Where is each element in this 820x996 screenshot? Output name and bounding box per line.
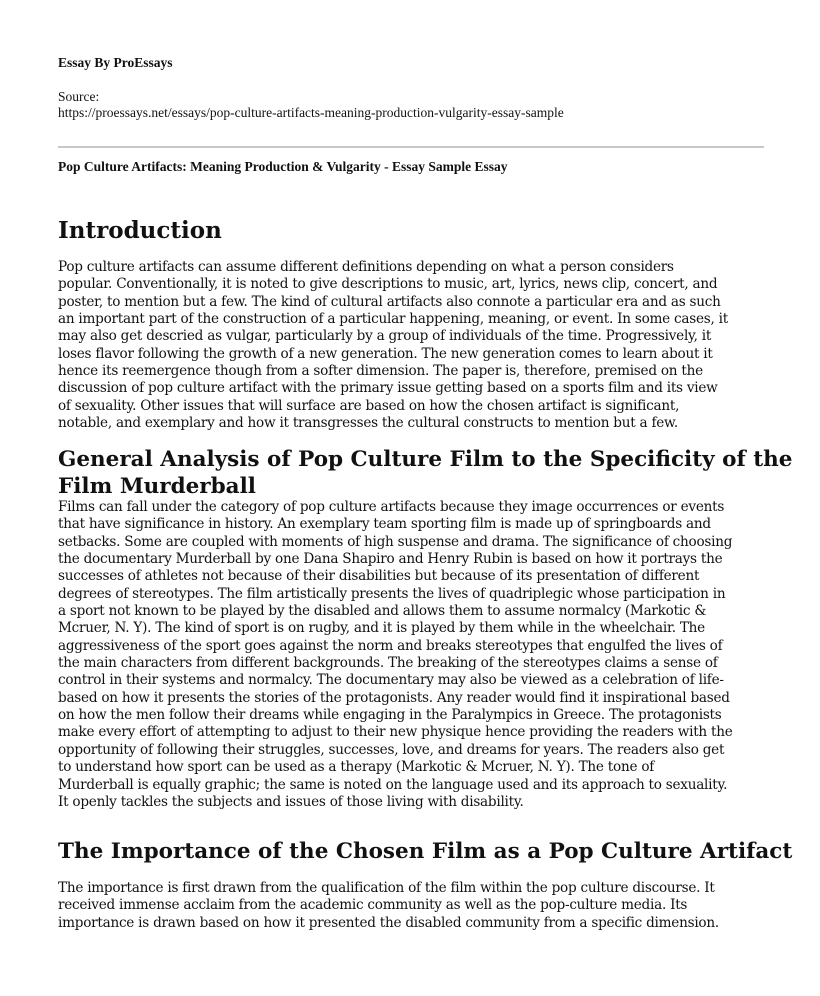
section-heading-general-analysis bbox=[58, 446, 793, 500]
text-line: make every effort of attempting to adjust to their new physique hence providing the readers with the bbox=[58, 724, 733, 741]
text-line: that have significance in history. An exemplary team sporting film is made up of springboards and bbox=[58, 516, 711, 533]
text-line: discussion of pop culture artifact with the primary issue getting based on a sports film and its view bbox=[58, 380, 718, 397]
paragraph-importance bbox=[58, 880, 768, 932]
document-title: Pop Culture Artifacts: Meaning Production & Vulgarity - Essay Sample Essay bbox=[58, 159, 508, 174]
text-line: Mcruer, N. Y). The kind of sport is on rugby, and it is played by them while in the wheelchair. The bbox=[58, 620, 705, 637]
text-line: setbacks. Some are coupled with moments of high suspense and drama. The significance of choosing bbox=[58, 533, 733, 550]
text-line: aggressiveness of the sport goes against the norm and breaks stereotypes that engulfed the lives of bbox=[58, 637, 723, 654]
text-line: importance is drawn based on how it presented the disabled community from a specific dimension. bbox=[58, 914, 719, 931]
text-line: received immense acclaim from the academic community as well as the pop-culture media. Its bbox=[58, 897, 688, 914]
text-line: degrees of stereotypes. The film artistically presents the lives of quadriplegic whose participation in bbox=[58, 585, 726, 602]
text-line: opportunity of following their struggles, successes, love, and dreams for years. The readers also get bbox=[58, 741, 725, 758]
text-line: poster, to mention but a few. The kind of cultural artifacts also connote a particular era and as such bbox=[58, 293, 721, 310]
text-line: loses flavor following the growth of a new generation. The new generation comes to learn about it bbox=[58, 345, 713, 362]
paragraph-introduction bbox=[58, 259, 768, 432]
text-line: an important part of the construction of a particular happening, meaning, or event. In some cases, it bbox=[58, 311, 728, 328]
text-line: a sport not known to be played by the disabled and allows them to assume normalcy (Markotic & bbox=[58, 603, 707, 620]
heading-line: General Analysis of Pop Culture Film to the Specificity of the bbox=[58, 447, 793, 472]
text-line: successes of athletes not because of their disabilities but because of its presentation of different bbox=[58, 568, 700, 585]
text-line: It openly tackles the subjects and issues of those living with disability. bbox=[58, 793, 524, 810]
text-line: popular. Conventionally, it is noted to give descriptions to music, art, lyrics, news clip, concert, and bbox=[58, 276, 718, 293]
text-line: the main characters from different backgrounds. The breaking of the stereotypes claims a sense of bbox=[58, 655, 718, 672]
source-url[interactable]: https://proessays.net/essays/pop-culture-artifacts-meaning-production-vulgarity-essay-sample bbox=[58, 105, 564, 120]
source-label: Source: bbox=[58, 89, 100, 104]
text-line: on how the men follow their dreams while engaging in the Paralympics in Greece. The protagonists bbox=[58, 707, 722, 724]
text-line: Murderball is equally graphic; the same is noted on the language used and its approach to sexuality. bbox=[58, 776, 728, 793]
text-line: may also get descried as vulgar, particularly by a group of individuals of the time. Progressively, it bbox=[58, 328, 712, 345]
divider bbox=[58, 146, 764, 148]
text-line: the documentary Murderball by one Dana Shapiro and Henry Rubin is based on how it portrays the bbox=[58, 551, 723, 568]
byline: Essay By ProEssays bbox=[58, 55, 173, 70]
text-line: The importance is first drawn from the qualification of the film within the pop culture discourse. It bbox=[58, 880, 715, 896]
text-line: notable, and exemplary and how it transgresses the cultural constructs to mention but a few. bbox=[58, 415, 678, 432]
heading-line: Film Murderball bbox=[58, 474, 256, 499]
paragraph-general-analysis bbox=[58, 499, 768, 811]
section-heading-importance: The Importance of the Chosen Film as a Pop Culture Artifact bbox=[58, 839, 793, 864]
text-line: Films can fall under the category of pop culture artifacts because they image occurrences or events bbox=[58, 499, 725, 515]
text-line: hence its reemergence though from a softer dimension. The paper is, therefore, premised on the bbox=[58, 363, 703, 380]
text-line: based on how it presents the stories of the protagonists. Any reader would find it inspirational based bbox=[58, 689, 730, 706]
text-line: to understand how sport can be used as a therapy (Markotic & Mcruer, N. Y). The tone of bbox=[58, 759, 655, 776]
text-line: control in their systems and normalcy. The documentary may also be viewed as a celebration of life- bbox=[58, 672, 724, 689]
text-line: of sexuality. Other issues that will surface are based on how the chosen artifact is significant, bbox=[58, 397, 680, 414]
text-line: Pop culture artifacts can assume different definitions depending on what a person considers bbox=[58, 259, 674, 275]
section-heading-introduction: Introduction bbox=[58, 217, 222, 244]
